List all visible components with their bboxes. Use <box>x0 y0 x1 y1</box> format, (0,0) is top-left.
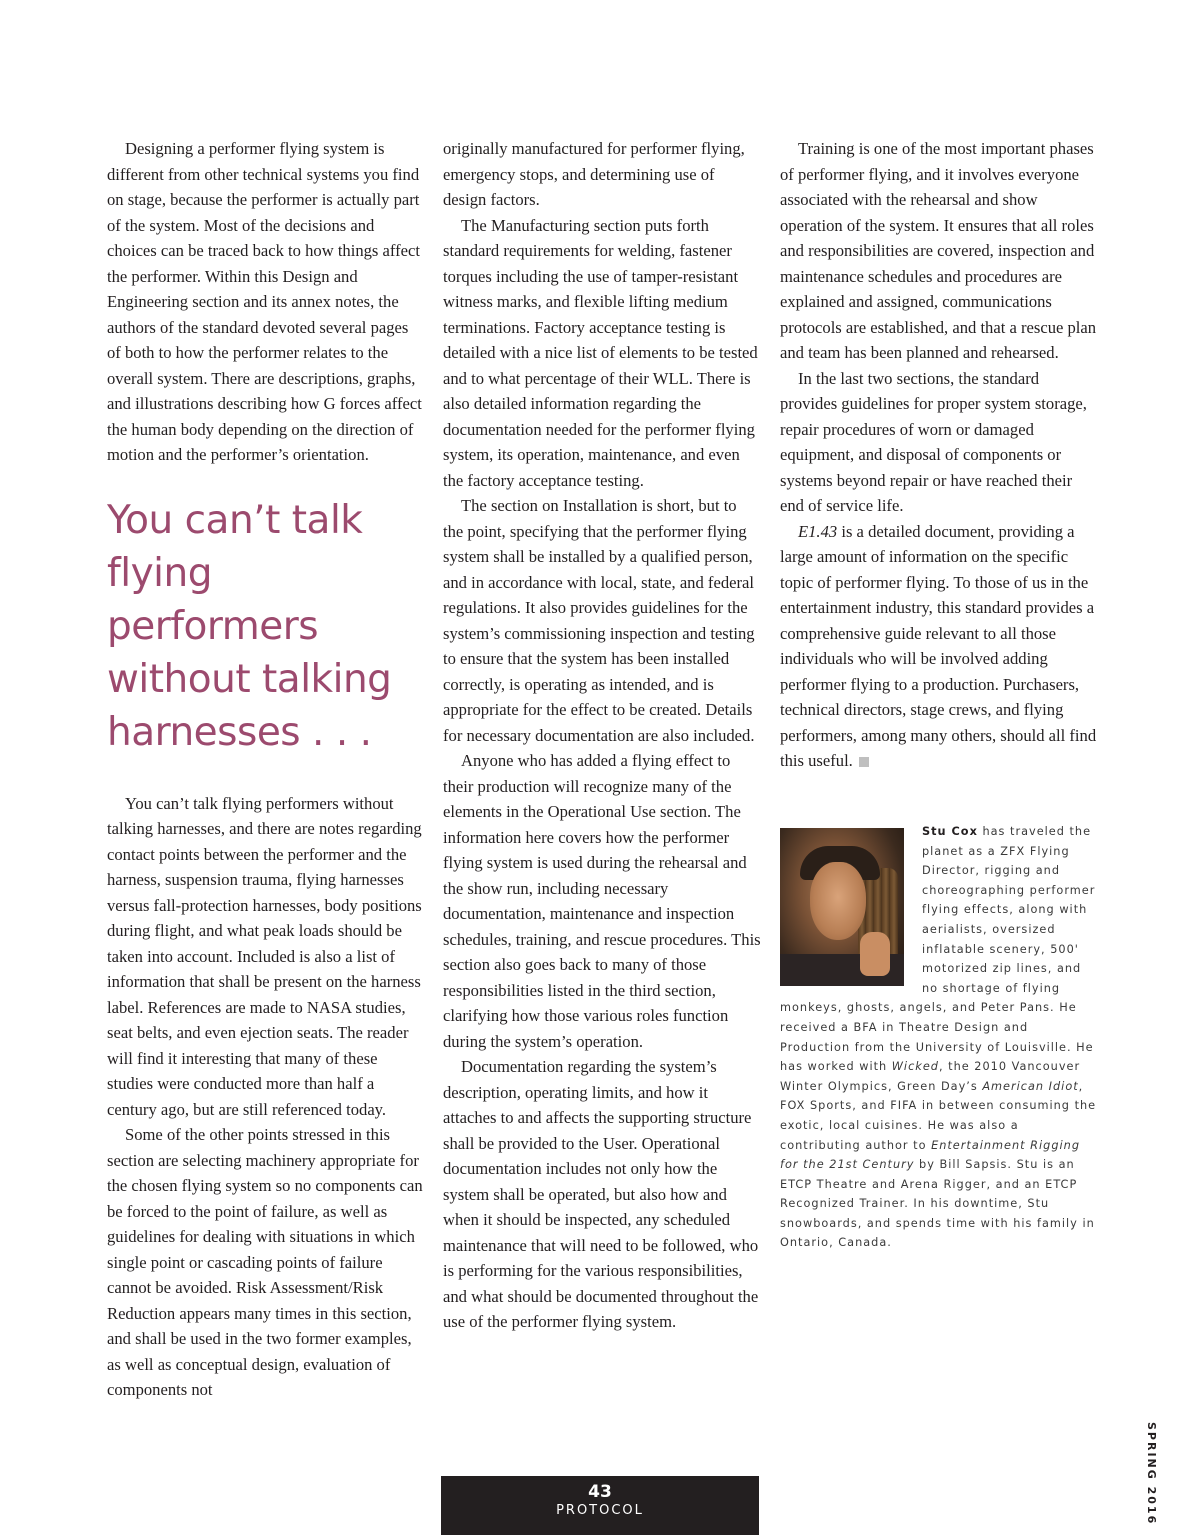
article-column-2 <box>443 136 761 1335</box>
body-paragraph: Documentation regarding the system’s description, operating limits, and how it attaches to and affects the supporting structure shall be provided to the User. Operational documentation includes not only how the system shall be operated, but also how and when it should be inspected, any scheduled maintenance that will need to be followed, who is performing for the various responsibilities, and what should be documented throughout the use of the performer flying system. <box>443 1057 759 1331</box>
issue-label: SPRING 2016 <box>1145 1422 1158 1526</box>
body-paragraph: In the last two sections, the standard provides guidelines for proper system storage, repair procedures of worn or damaged equipment, and disposal of components or systems beyond repair or have reached their end of service life. <box>780 368 1087 515</box>
publication-name: PROTOCOL <box>556 1503 644 1518</box>
author-name: Stu Cox <box>922 825 978 838</box>
body-paragraph: Designing a performer flying system is different from other technical systems you find on stage, because the performer is actually part of the system. Most of the decisions and choices can be traced back to how things affect the performer. Within this Design and Engineering section and its annex notes, the authors of the standard devoted several pages of both to how the performer relates to the overall system. There are descriptions, graphs, and illustrations describing how G forces affect the human body depending on the direction of motion and the performer’s orientation. <box>107 139 422 464</box>
end-mark-icon <box>859 757 869 767</box>
article-column-1 <box>107 136 425 1403</box>
article-column-3 <box>780 136 1098 774</box>
body-paragraph: Anyone who has added a flying effect to their production will recognize many of the elements in the Operational Use section. The information here covers how the performer flying system is used during the rehearsal and the show run, including necessary documentation, maintenance and inspection schedules, training, and rescue procedures. This section also goes back to many of those responsibilities listed in the third section, clarifying how those various roles function during the system’s operation. <box>443 751 761 1051</box>
body-paragraph: The Manufacturing section puts forth standard requirements for welding, fastener torques including the use of tamper-resistant witness marks, and flexible lifting medium terminations. Factory acceptance testing is detailed with a nice list of elements to be tested and to what percentage of their WLL. There is also detailed information regarding the documentation needed for the performer flying system, its operation, maintenance, and even the factory acceptance testing. <box>443 215 758 490</box>
body-paragraph: Training is one of the most important phases of performer flying, and it involves everyone associated with the rehearsal and show operation of the system. It ensures that all roles and responsibilities are covered, inspection and maintenance schedules and procedures are explained and assigned, communications protocols are established, and that a rescue plan and team has been planned and rehearsed. <box>780 139 1097 362</box>
page-footer <box>441 1476 759 1535</box>
author-photo <box>780 828 904 986</box>
body-paragraph <box>780 519 1098 774</box>
paragraph-text: is a detailed document, providing a large amount of information on the specific topic of performer flying. To those of us in the entertainment industry, this standard provides a comprehensive guide relevant to all those individuals who will be involved adding performer flying to a production. Purchasers, technical directors, stage crews, and flying performers, among many others, should all find this useful. <box>780 521 1097 770</box>
body-paragraph: You can’t talk flying performers without talking harnesses, and there are notes regarding contact points between the performer and the harness, suspension trauma, flying harnesses versus fall-protection harnesses, body positions during flight, and what peak loads should be taken into account. Included is also a list of information that shall be present on the harness label. References are made to NASA studies, seat belts, and even ejection seats. The reader will find it interesting that many of these studies were conducted more than half a century ago, but are still referenced today. <box>107 793 422 1119</box>
pull-quote: You can’t talk flying performers without talking harnesses . . . <box>107 497 392 755</box>
page-number: 43 <box>588 1482 612 1502</box>
standard-name: E1.43 <box>798 521 838 541</box>
author-bio: Stu Cox has traveled the planet as a ZFX Flying Director, rigging and choreographing performer flying effects, along with aerialists, oversized inflatable scenery, 500' motorized zip lines, and no shortage of flying monkeys, ghosts, angels, and Peter Pans. He received a BFA in Theatre Design and Production from the University of Louisville. He has worked with Wicked, the 2010 Vancouver Winter Olympics, Green Day’s American Idiot, FOX Sports, and FIFA in between consuming the exotic, local cuisines. He was also a contributing author to Entertainment Rigging for the 21st Century by Bill Sapsis. Stu is an ETCP Theatre and Arena Rigger, and an ETCP Recognized Trainer. In his downtime, Stu snowboards, and spends time with his family in Ontario, Canada. <box>780 825 1097 1250</box>
body-paragraph: originally manufactured for performer flying, emergency stops, and determining use of design factors. <box>443 139 745 209</box>
body-paragraph: Some of the other points stressed in this section are selecting machinery appropriate for the chosen flying system so no components can be forced to the point of failure, as well as guidelines for dealing with situations in which single point or cascading points of failure cannot be avoided. Risk Assessment/Risk Reduction appears many times in this section, and shall be used in the two former examples, as well as conceptual design, evaluation of components not <box>107 1125 423 1399</box>
body-paragraph: The section on Installation is short, but to the point, specifying that the performer flying system shall be installed by a qualified person, and in accordance with local, state, and federal regulations. It also provides guidelines for the system’s commissioning inspection and testing to ensure that the system has been installed correctly, is operating as intended, and is appropriate for the effect to be created. Details for necessary documentation are also included. <box>443 496 755 745</box>
